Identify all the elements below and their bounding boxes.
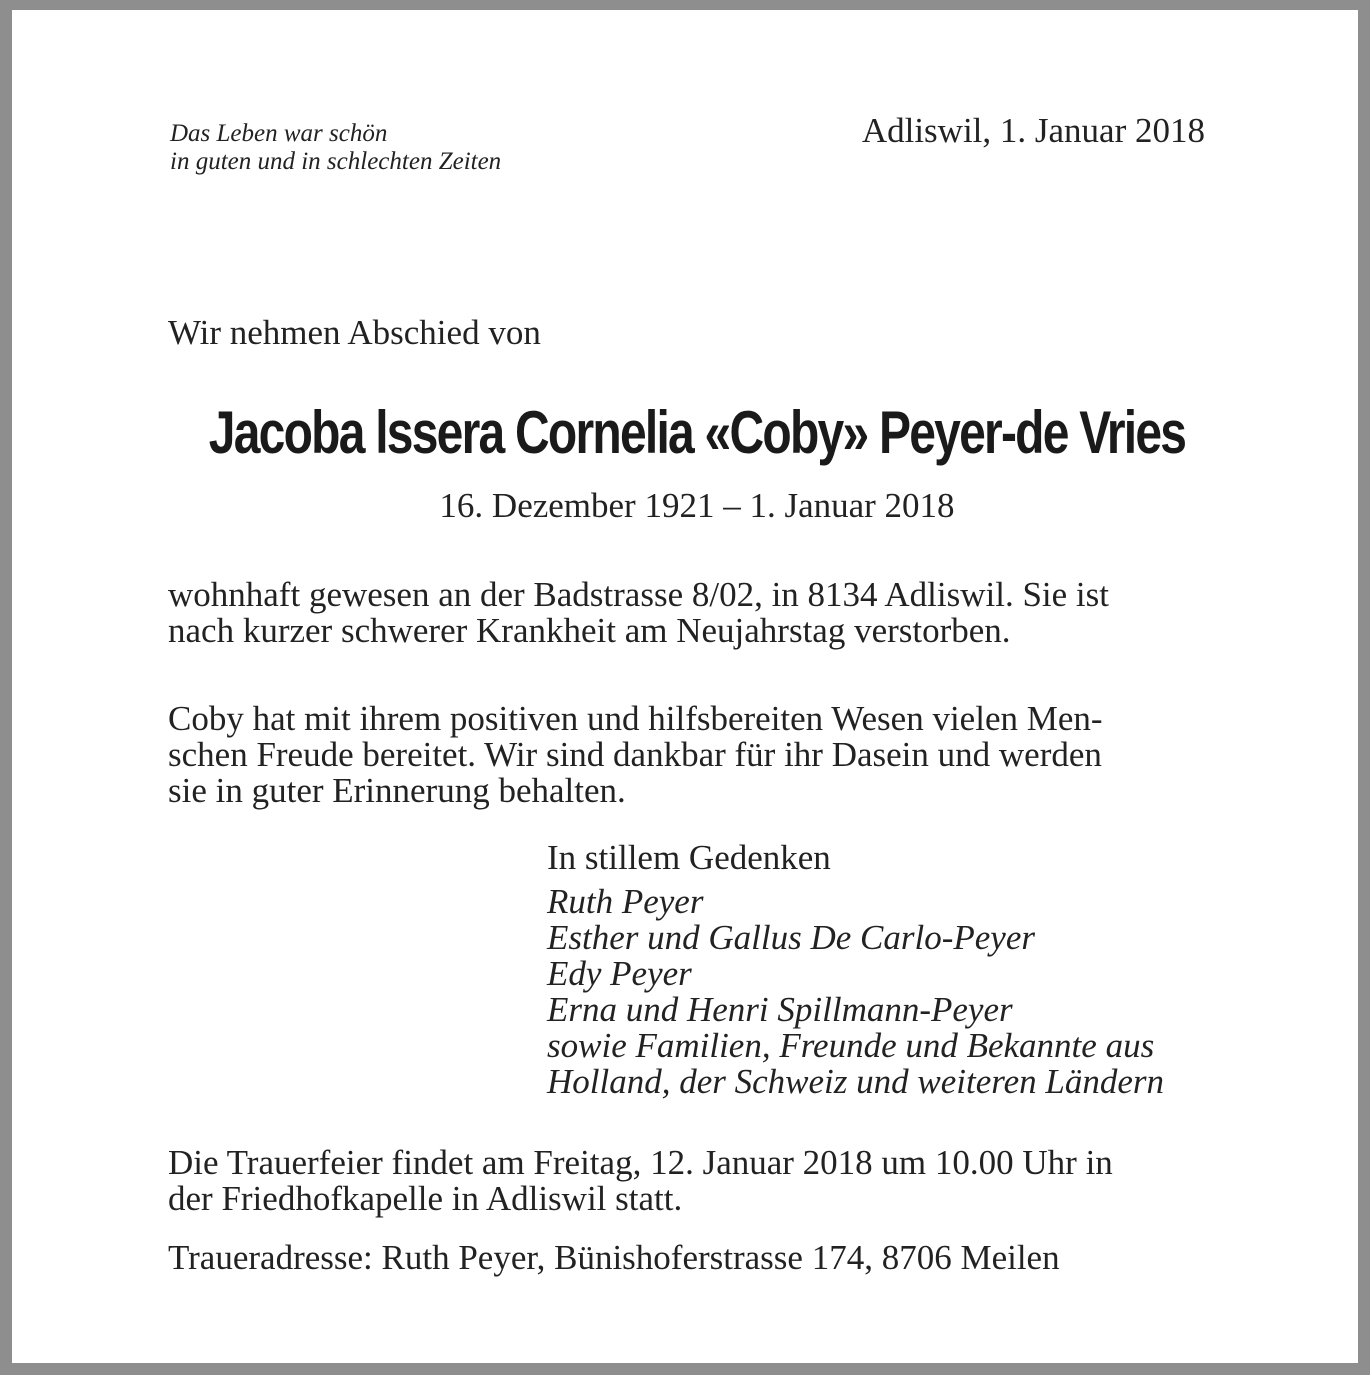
mourning-address: Traueradresse: Ruth Peyer, Bünishoferstrasse 174, 8706 Meilen bbox=[168, 1238, 1060, 1277]
paragraph-line: der Friedhofkapelle in Adliswil statt. bbox=[168, 1179, 683, 1218]
mourner-name: Erna und Henri Spillmann-Peyer bbox=[547, 990, 1013, 1029]
tribute-paragraph bbox=[168, 701, 1228, 809]
life-dates: 16. Dezember 1921 – 1. Januar 2018 bbox=[439, 486, 955, 525]
place-and-date: Adliswil, 1. Januar 2018 bbox=[861, 111, 1205, 150]
mourner-name: sowie Familien, Freunde und Bekannte aus bbox=[547, 1026, 1155, 1065]
mourner-name: Ruth Peyer bbox=[547, 882, 704, 921]
paragraph-line: wohnhaft gewesen an der Badstrasse 8/02, in 8134 Adliswil. Sie ist bbox=[168, 575, 1109, 614]
paragraph-line: sie in guter Erinnerung behalten. bbox=[168, 771, 626, 810]
funeral-service-paragraph bbox=[168, 1145, 1228, 1217]
intro-text: Wir nehmen Abschied von bbox=[168, 313, 541, 352]
motto-line-2: in guten und in schlechten Zeiten bbox=[170, 148, 502, 175]
mourner-name: Edy Peyer bbox=[547, 954, 692, 993]
mourner-name: Esther und Gallus De Carlo-Peyer bbox=[547, 918, 1035, 957]
motto-line-1: Das Leben war schön bbox=[170, 120, 388, 147]
paragraph-line: Die Trauerfeier findet am Freitag, 12. Januar 2018 um 10.00 Uhr in bbox=[168, 1143, 1113, 1182]
paragraph-line: schen Freude bereitet. Wir sind dankbar für ihr Dasein und werden bbox=[168, 735, 1102, 774]
deceased-name: Jacoba lssera Cornelia «Coby» Peyer-de Vries bbox=[208, 399, 1186, 466]
mourners-heading: In stillem Gedenken bbox=[547, 838, 831, 877]
paragraph-line: Coby hat mit ihrem positiven und hilfsbereiten Wesen vielen Men- bbox=[168, 699, 1103, 738]
mourners-block bbox=[547, 840, 1164, 1100]
mourners-list bbox=[547, 884, 1164, 1100]
residence-paragraph bbox=[168, 577, 1228, 649]
motto bbox=[170, 120, 501, 176]
paragraph-line: nach kurzer schwerer Krankheit am Neujahrstag verstorben. bbox=[168, 611, 1011, 650]
mourner-name: Holland, der Schweiz und weiteren Ländern bbox=[547, 1062, 1164, 1101]
